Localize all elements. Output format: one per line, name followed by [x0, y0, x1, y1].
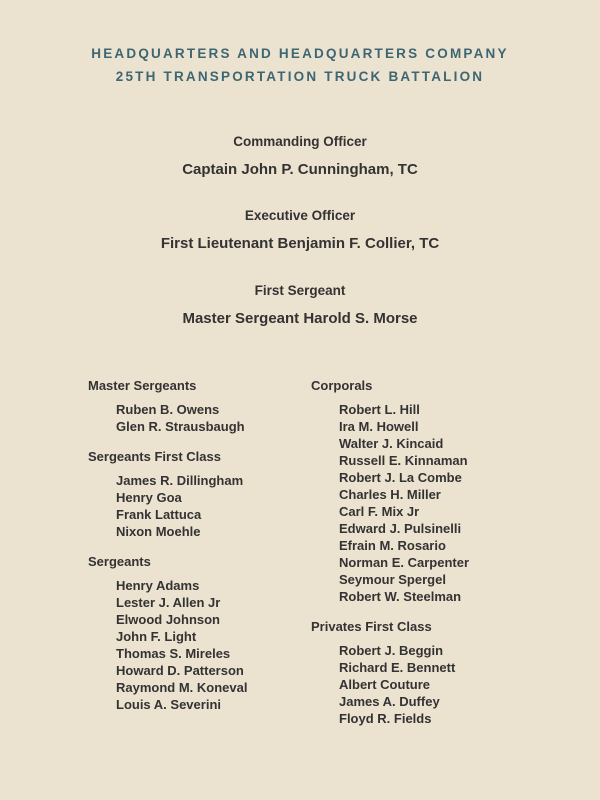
master-sergeants-section [88, 378, 298, 435]
roster-name: James A. Duffey [339, 694, 440, 709]
roster-name: Henry Goa [116, 490, 182, 505]
privates-first-class-section [311, 619, 541, 727]
roster-name: Frank Lattuca [116, 507, 202, 522]
corporals-list [311, 401, 541, 605]
executive-officer-title: Executive Officer [244, 208, 356, 223]
commanding-officer-title: Commanding Officer [233, 134, 367, 149]
corporals-title: Corporals [311, 378, 373, 393]
sergeants-section [88, 554, 298, 713]
executive-officer-name: First Lieutenant Benjamin F. Collier, TC [160, 235, 440, 252]
sergeants-title: Sergeants [88, 554, 151, 569]
roster-name: Robert L. Hill [339, 402, 420, 417]
roster-name: Ruben B. Owens [116, 402, 220, 417]
roster-name: Floyd R. Fields [339, 711, 432, 726]
roster-name: John F. Light [116, 629, 197, 644]
commanding-officer-block [0, 134, 600, 178]
roster-name: Louis A. Severini [116, 697, 221, 712]
sergeants-first-class-section [88, 449, 298, 540]
roster-name: Ira M. Howell [339, 419, 419, 434]
roster-name: Norman E. Carpenter [339, 555, 470, 570]
first-sergeant-block [0, 283, 600, 327]
first-sergeant-name: Master Sergeant Harold S. Morse [182, 310, 418, 327]
master-sergeants-list [88, 401, 298, 435]
roster-name: Robert J. Beggin [339, 643, 444, 658]
roster-name: Robert W. Steelman [339, 589, 462, 604]
first-sergeant-title: First Sergeant [254, 283, 346, 298]
roster-name: Glen R. Strausbaugh [116, 419, 245, 434]
privates-first-class-title: Privates First Class [311, 619, 432, 634]
roster-name: Lester J. Allen Jr [116, 595, 221, 610]
battalion-heading: 25TH TRANSPORTATION TRUCK BATTALION [115, 69, 485, 84]
executive-officer-block [0, 208, 600, 252]
roster-name: Efrain M. Rosario [339, 538, 446, 553]
left-roster-column [88, 378, 298, 727]
roster-name: Charles H. Miller [339, 487, 441, 502]
roster-name: Carl F. Mix Jr [339, 504, 420, 519]
roster-name: Henry Adams [116, 578, 200, 593]
right-roster-column [311, 378, 541, 741]
roster-name: Russell E. Kinnaman [339, 453, 468, 468]
roster-name: Richard E. Bennett [339, 660, 456, 675]
roster-name: Nixon Moehle [116, 524, 201, 539]
roster-name: Edward J. Pulsinelli [339, 521, 462, 536]
company-heading: HEADQUARTERS AND HEADQUARTERS COMPANY [91, 46, 509, 61]
roster-name: Elwood Johnson [116, 612, 220, 627]
sergeants-first-class-title: Sergeants First Class [88, 449, 221, 464]
roster-name: Thomas S. Mireles [116, 646, 231, 661]
roster-name: Seymour Spergel [339, 572, 446, 587]
roster-name: Robert J. La Combe [339, 470, 462, 485]
commanding-officer-name: Captain John P. Cunningham, TC [182, 161, 418, 178]
roster-name: Walter J. Kincaid [339, 436, 444, 451]
sergeants-list [88, 577, 298, 713]
roster-name: Howard D. Patterson [116, 663, 244, 678]
roster-name: James R. Dillingham [116, 473, 244, 488]
roster-name: Raymond M. Koneval [116, 680, 248, 695]
master-sergeants-title: Master Sergeants [88, 378, 197, 393]
corporals-section [311, 378, 541, 605]
privates-first-class-list [311, 642, 541, 727]
sergeants-first-class-list [88, 472, 298, 540]
roster-name: Albert Couture [339, 677, 430, 692]
